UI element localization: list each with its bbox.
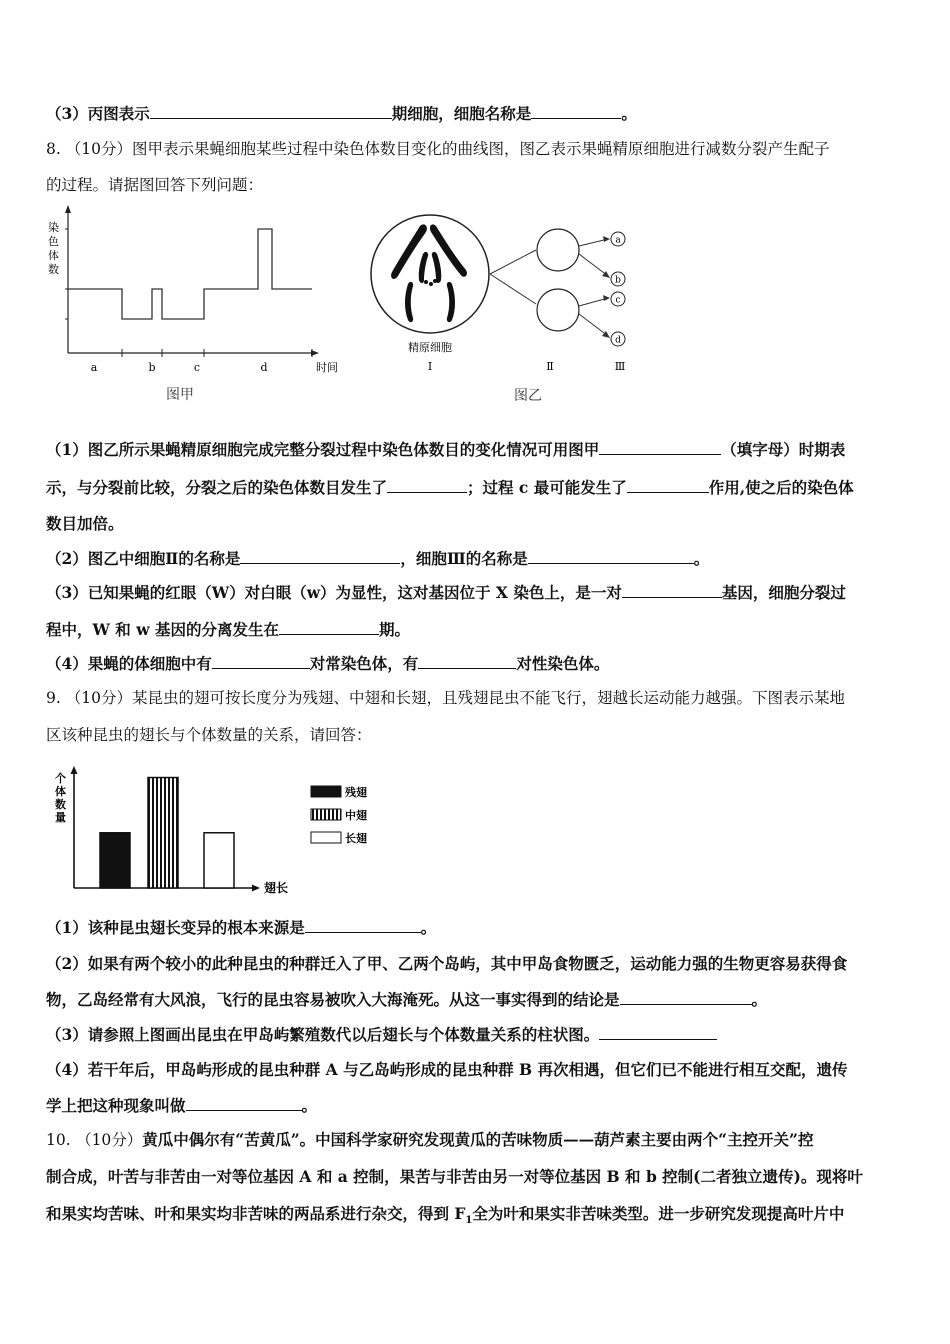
q9-stem-line2: 区该种昆虫的翅长与个体数量的关系，请回答： xyxy=(46,726,372,744)
answer-blank[interactable] xyxy=(279,620,379,635)
gametes xyxy=(611,232,625,346)
legend-swatch-vestigial xyxy=(311,786,341,797)
ylabel-char: 体 xyxy=(55,785,66,798)
answer-blank[interactable] xyxy=(622,583,722,598)
x-tick-label-d: d xyxy=(260,361,268,374)
q8-part2: （2）图乙中细胞Ⅱ的名称是 ，细胞Ⅲ的名称是 。 xyxy=(46,549,710,568)
answer-blank[interactable] xyxy=(186,1096,302,1111)
fig-jia-ylabel xyxy=(48,220,59,276)
answer-blank[interactable] xyxy=(240,549,400,564)
ylabel-char: 量 xyxy=(55,811,66,824)
question-number: 9. xyxy=(46,689,61,707)
answer-blank[interactable] xyxy=(599,1025,717,1040)
gamete-label: b xyxy=(615,275,621,286)
q9-part4-line1: （4）若干年后，甲岛屿形成的昆虫种群 A 与乙岛屿形成的昆虫种群 B 再次相遇，但它们已不能进行相互交配，遗传 xyxy=(46,1060,848,1079)
chart-ylabel xyxy=(55,771,66,824)
q10-line3: 和果实均苦味、叶和果实均非苦味的两品系进行杂交，得到 $F_1$全为叶和果实非苦味类型。进一步研究发现提高叶片中 xyxy=(46,1204,845,1227)
x-axis-label: 时间 xyxy=(316,361,338,374)
q8-stem-line2: 的过程。请据图回答下列问题： xyxy=(46,176,264,194)
q9-part2-line2: 物，乙岛经常有大风浪，飞行的昆虫容易被吹入大海淹死。从这一事实得到的结论是 。 xyxy=(46,990,768,1009)
gamete-label: c xyxy=(615,295,621,306)
legend-label: 中翅 xyxy=(345,809,367,822)
arrow-line xyxy=(490,250,536,274)
ylabel-char: 染 xyxy=(48,221,59,234)
gamete-label: a xyxy=(615,235,621,246)
legend-swatch-medium xyxy=(311,809,341,820)
q8-stem-line1: 8. （10分）图甲表示果蝇细胞某些过程中染色体数目变化的曲线图，图乙表示果蝇精原细胞进行减数分裂产生配子 xyxy=(46,140,830,158)
spermatogonium-cell xyxy=(371,215,489,333)
bar-long-wing xyxy=(204,833,234,888)
cell-ii-upper xyxy=(537,229,579,271)
x-tick-label-c: c xyxy=(193,361,201,374)
question-number: 10. xyxy=(46,1131,71,1149)
answer-blank[interactable] xyxy=(418,654,516,669)
ylabel-char: 数 xyxy=(55,798,66,811)
figure-caption: 图乙 xyxy=(514,388,542,404)
question-score: （10分） xyxy=(65,689,132,707)
arrow-line xyxy=(490,274,536,304)
bar-medium-wing xyxy=(148,778,178,888)
y-axis-arrow xyxy=(65,205,71,213)
figure-yi xyxy=(368,212,638,412)
legend xyxy=(311,785,367,845)
q9-stem-line1: 9. （10分）某昆虫的翅可按长度分为残翅、中翅和长翅，且残翅昆虫不能飞行，翅越长运动能力越强。下图表示某地 xyxy=(46,689,845,707)
figure-caption: 图甲 xyxy=(166,387,194,403)
answer-blank[interactable] xyxy=(212,654,310,669)
q8-part1-line2: 示，与分裂前比较，分裂之后的染色体数目发生了 ；过程 c 最可能发生了 作用,使之后的染色体 xyxy=(46,478,854,497)
question-score: （10分） xyxy=(65,140,132,158)
ylabel-char: 体 xyxy=(48,249,59,262)
gamete-label: d xyxy=(615,335,621,346)
legend-swatch-long xyxy=(311,832,341,843)
stage-label-iii: Ⅲ xyxy=(614,360,626,373)
figure-jia xyxy=(44,203,344,413)
q9-part2-line1: （2）如果有两个较小的此种昆虫的种群迁入了甲、乙两个岛屿，其中甲岛食物匮乏，运动能力强的生物更容易获得食 xyxy=(46,954,848,973)
q10-line1: 10. （10分）黄瓜中偶尔有“苦黄瓜”。中国科学家研究发现黄瓜的苦味物质——葫芦素主要由两个“主控开关”控 xyxy=(46,1130,814,1149)
cell-label: 精原细胞 xyxy=(408,341,452,354)
ylabel-char: 色 xyxy=(48,235,59,248)
q8-part4: （4）果蝇的体细胞中有 对常染色体，有 对性染色体。 xyxy=(46,654,610,673)
question-score: （10分） xyxy=(76,1131,143,1149)
answer-blank[interactable] xyxy=(528,549,694,564)
x-axis-arrow xyxy=(252,885,260,892)
cell-ii-lower xyxy=(537,289,579,331)
q10-line2: 制合成，叶苦与非苦由一对等位基因 A 和 a 控制，果苦与非苦由另一对等位基因 B 和 b 控制(二者独立遗传)。现将叶 xyxy=(46,1167,863,1186)
q9-part4-line2: 学上把这种现象叫做 。 xyxy=(46,1096,318,1115)
q8-part3-line2: 程中，W 和 w 基因的分离发生在 期。 xyxy=(46,620,410,639)
answer-blank[interactable] xyxy=(305,918,421,933)
answer-blank[interactable] xyxy=(620,990,752,1005)
answer-blank[interactable] xyxy=(599,440,721,455)
answer-blank[interactable] xyxy=(627,478,709,493)
answer-blank[interactable] xyxy=(150,104,392,119)
bar-vestigial-wing xyxy=(100,833,130,888)
ylabel-char: 数 xyxy=(48,263,59,276)
ylabel-char: 个 xyxy=(55,772,66,785)
q9-part1: （1）该种昆虫翅长变异的根本来源是 。 xyxy=(46,918,437,937)
chromosome-curve xyxy=(68,229,312,319)
x-axis-label: 翅长 xyxy=(264,881,289,895)
y-axis-arrow xyxy=(71,766,78,774)
q8-part3-line1: （3）已知果蝇的红眼（W）对白眼（w）为显性，这对基因位于 X 染色上，是一对 基因，细胞分裂过 xyxy=(46,583,846,602)
q7-part3: （3）丙图表示 期细胞，细胞名称是 。 xyxy=(46,104,637,123)
answer-blank[interactable] xyxy=(387,478,467,493)
x-tick-label-a: a xyxy=(90,361,98,374)
legend-label: 残翅 xyxy=(345,786,367,799)
stage-label-ii: Ⅱ xyxy=(546,360,554,373)
legend-label: 长翅 xyxy=(345,832,367,845)
question-number: 8. xyxy=(46,140,61,158)
q8-part1-line3: 数目加倍。 xyxy=(46,514,124,533)
x-tick-label-b: b xyxy=(148,361,156,374)
stage-label-i: Ⅰ xyxy=(427,360,433,373)
q8-part1-line1: （1）图乙所示果蝇精原细胞完成完整分裂过程中染色体数目的变化情况可用图甲 （填字母）时期表 xyxy=(46,440,846,459)
answer-blank[interactable] xyxy=(531,104,621,119)
wing-length-chart xyxy=(52,764,392,900)
q9-part3: （3）请参照上图画出昆虫在甲岛屿繁殖数代以后翅长与个体数量关系的柱状图。 xyxy=(46,1025,717,1045)
